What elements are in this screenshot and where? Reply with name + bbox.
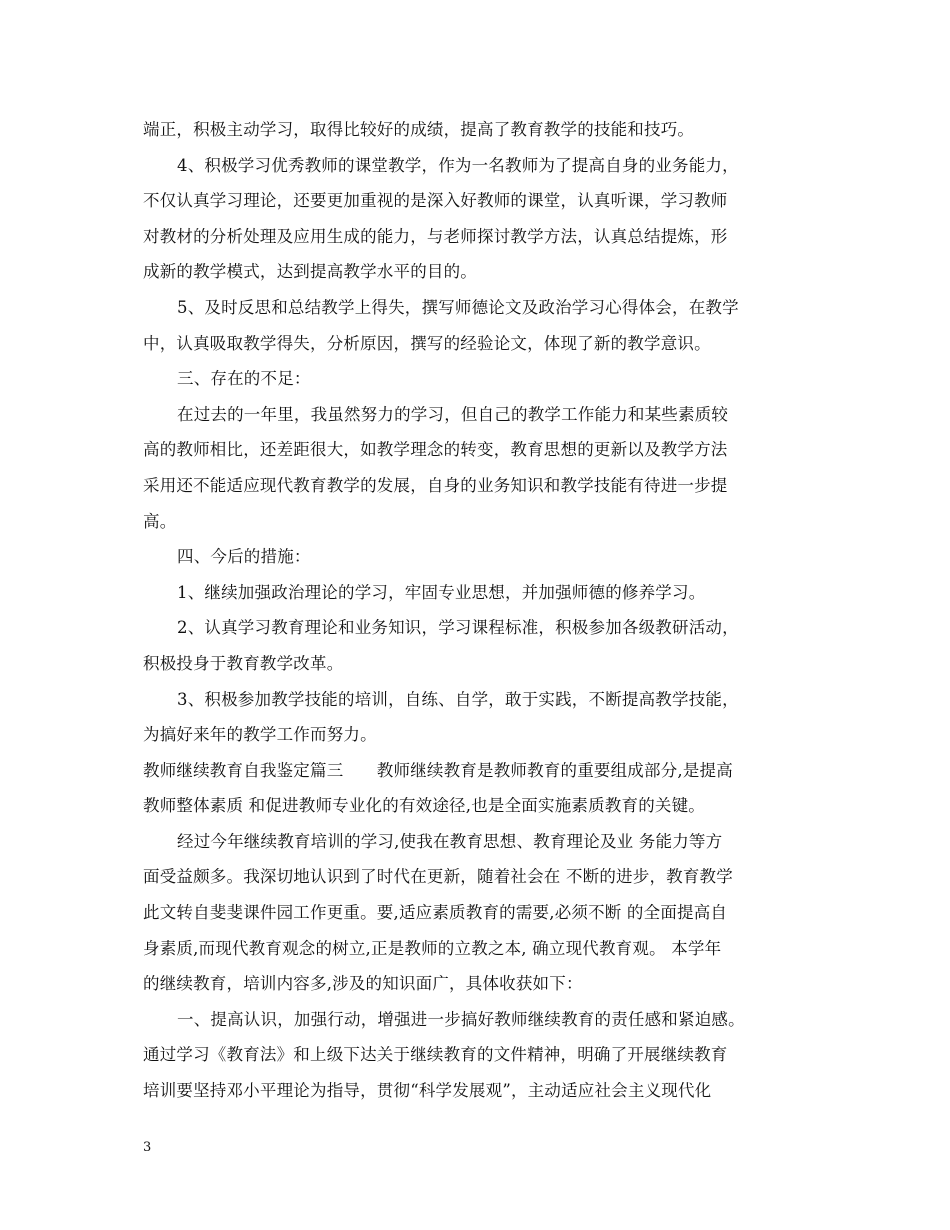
text-line: 成新的教学模式，达到提高教学水平的目的。 — [143, 262, 477, 282]
text-line: 积极投身于教育教学改革。 — [143, 653, 344, 673]
text-line: 身素质,而现代教育观念的树立,正是教师的立教之本, 确立现代教育观。 本学年 — [143, 938, 722, 958]
text-line: 端正，积极主动学习，取得比较好的成绩，提高了教育教学的技能和技巧。 — [143, 120, 695, 139]
text-line: 的继续教育，培训内容多,涉及的知识面广，具体收获如下： — [143, 974, 583, 994]
text-line: 三、存在的不足： — [177, 369, 311, 389]
page-number: 3 — [143, 1140, 152, 1155]
text-line: 通过学习《教育法》和上级下达关于继续教育的文件精神，明确了开展继续教育 — [143, 1045, 728, 1065]
text-line: 2、认真学习教育理论和业务知识，学习课程标准，积极参加各级教研活动， — [177, 618, 739, 638]
text-line: 面受益颇多。我深切地认识到了时代在更新，随着社会在 不断的进步，教育教学 — [143, 867, 733, 887]
text-line: 教师整体素质 和促进教师专业化的有效途径,也是全面实施素质教育的关键。 — [143, 796, 705, 816]
text-line: 在过去的一年里，我虽然努力的学习，但自己的教学工作能力和某些素质较 — [177, 404, 729, 424]
text-line: 四、今后的措施： — [177, 547, 311, 567]
text-line: 一、提高认识，加强行动，增强进一步搞好教师继续教育的责任感和紧迫感。 — [177, 1009, 745, 1029]
text-line: 培训要坚持邓小平理论为指导，贯彻“科学发展观”，主动适应社会主义现代化 — [143, 1081, 712, 1101]
text-line: 为搞好来年的教学工作而努力。 — [143, 725, 377, 745]
text-line: 中，认真吸取教学得失，分析原因，撰写的经验论文，体现了新的教学意识。 — [143, 333, 711, 353]
text-line: 5、及时反思和总结教学上得失，撰写师德论文及政治学习心得体会，在教学 — [177, 297, 739, 317]
document-body — [143, 112, 815, 1109]
text-line: 3、积极参加教学技能的培训，自练、自学，敢于实践，不断提高教学技能， — [177, 689, 739, 709]
text-line: 经过今年继续教育培训的学习,使我在教育思想、教育理论及业 务能力等方 — [177, 831, 723, 851]
text-line: 对教材的分析处理及应用生成的能力，与老师探讨教学方法，认真总结提炼，形 — [143, 226, 728, 246]
text-line: 此文转自斐斐课件园工作更重。要,适应素质教育的需要,必须不断 的全面提高自 — [143, 903, 728, 923]
text-line: 不仅认真学习理论，还要更加重视的是深入好教师的课堂，认真听课，学习教师 — [143, 191, 728, 211]
text-line: 教师继续教育自我鉴定篇三 教师继续教育是教师教育的重要组成部分,是提高 — [143, 760, 733, 780]
text-line: 高的教师相比，还差距很大，如教学理念的转变，教育思想的更新以及教学方法 — [143, 440, 728, 460]
text-line: 高。 — [143, 511, 177, 531]
text-line: 4、积极学习优秀教师的课堂教学，作为一名教师为了提高自身的业务能力， — [177, 155, 739, 175]
text-line: 采用还不能适应现代教育教学的发展，自身的业务知识和教学技能有待进一步提 — [143, 475, 728, 495]
text-line: 1、继续加强政治理论的学习，牢固专业思想，并加强师德的修养学习。 — [177, 582, 706, 602]
